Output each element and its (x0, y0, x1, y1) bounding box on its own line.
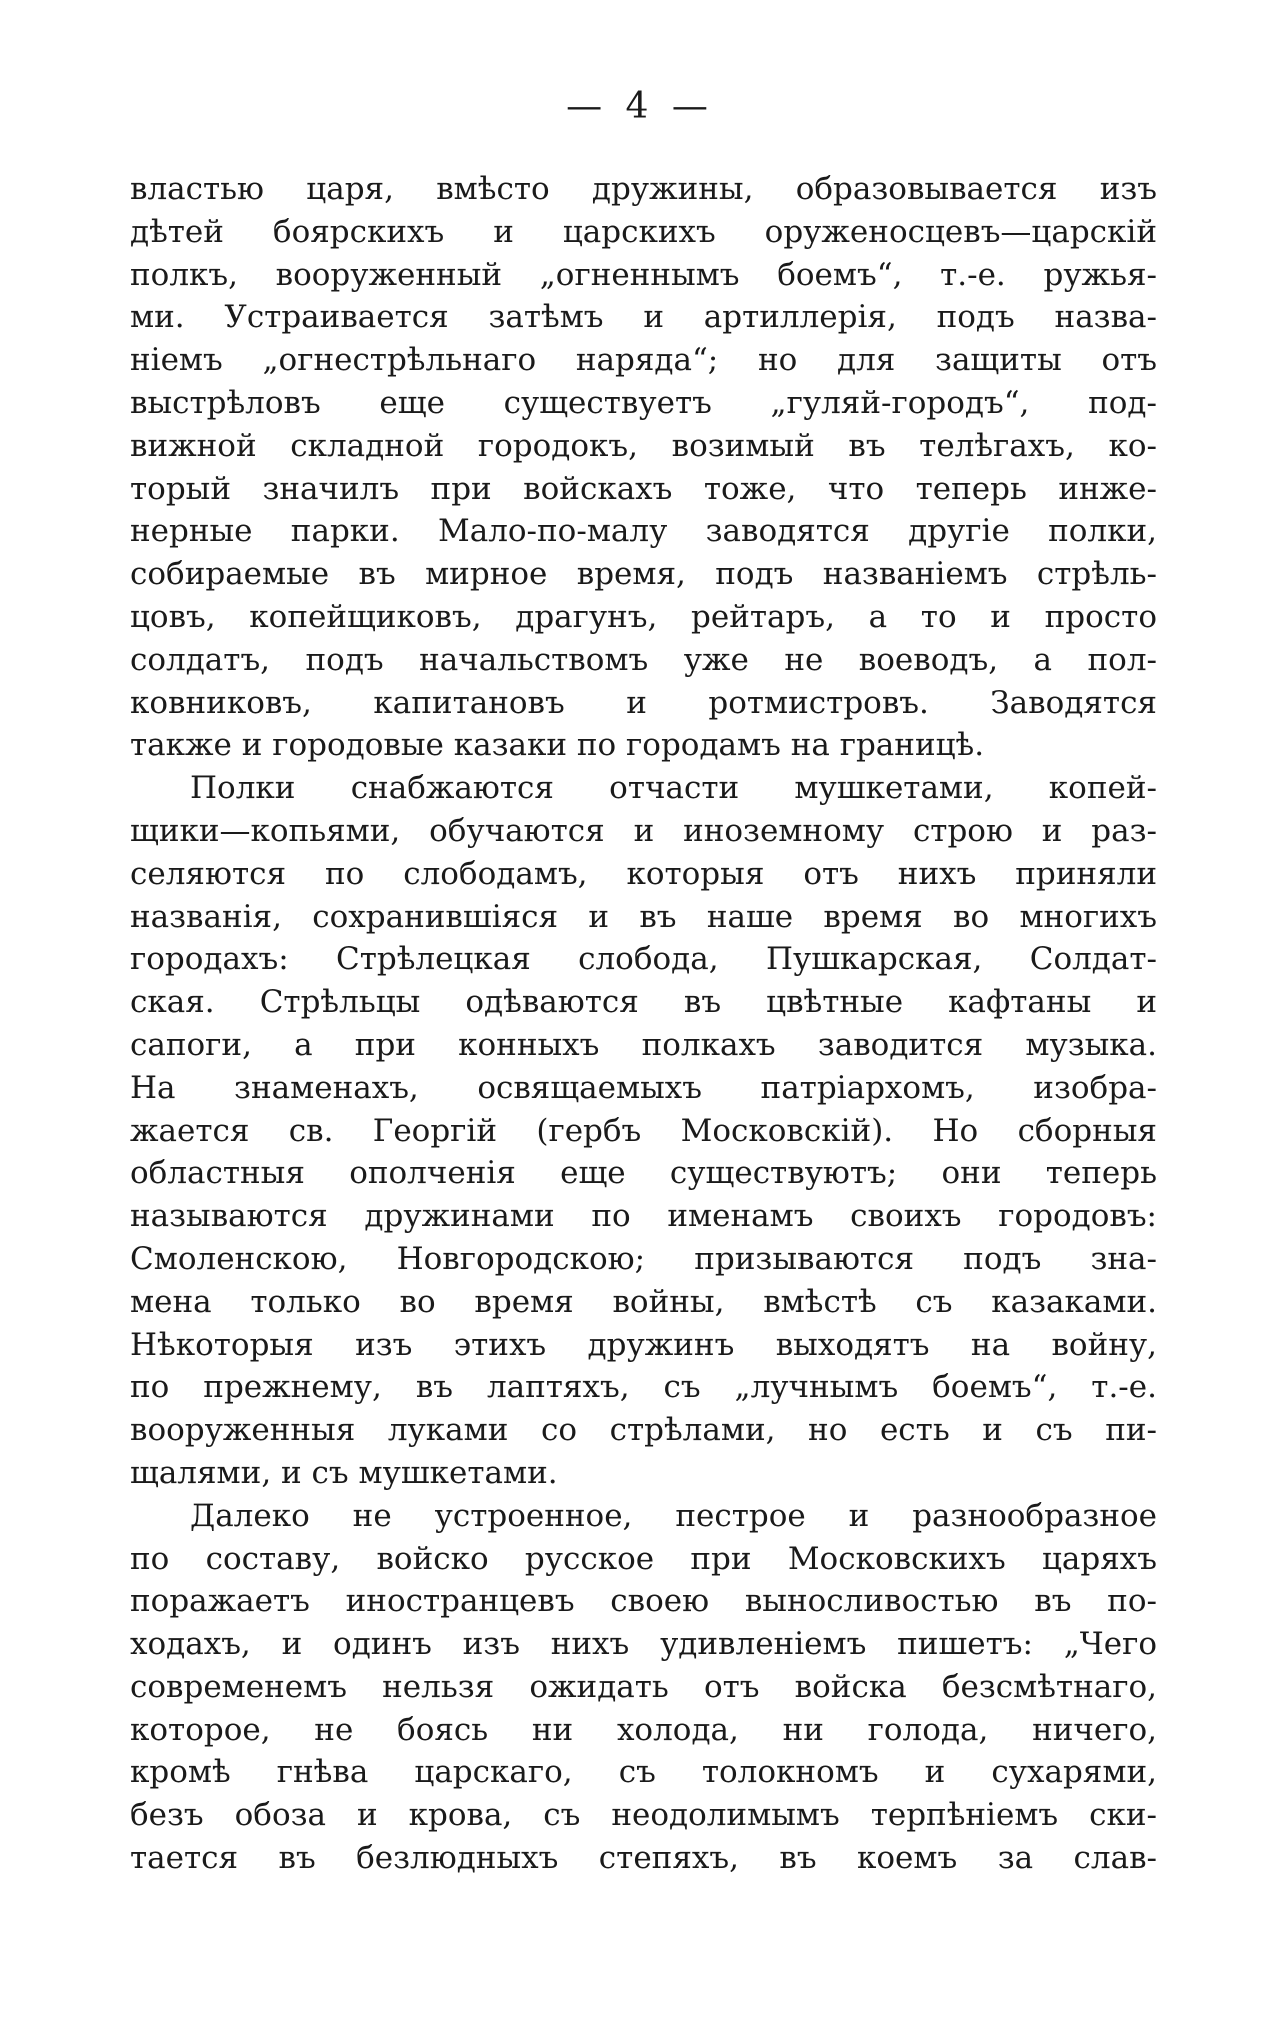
paragraph-first-line: Далеко не устроенное, пестрое и разнообразное (190, 1497, 1157, 1534)
text-line: собираемые въ мирное время, подъ названіемъ стрѣль- (130, 556, 1157, 593)
text-line: властью царя, вмѣсто дружины, образовывается изъ (130, 171, 1157, 207)
text-line: безъ обоза и крова, съ неодолимымъ терпѣніемъ ски- (130, 1797, 1157, 1834)
text-line: ходахъ, и одинъ изъ нихъ удивленіемъ пишетъ: „Чего (130, 1626, 1157, 1663)
text-line: ніемъ „огнестрѣльнаго наряда“; но для защиты отъ (130, 342, 1157, 379)
text-line: нерные парки. Мало-по-малу заводятся другіе полки, (130, 513, 1157, 550)
text-line: дѣтей боярскихъ и царскихъ оруженосцевъ—царскій (130, 213, 1157, 250)
text-line: мена только во время войны, вмѣстѣ съ казаками. (130, 1283, 1157, 1320)
text-line: названія, сохранившіяся и въ наше время во многихъ (130, 898, 1157, 935)
text-line: современемъ нельзя ожидать отъ войска безсмѣтнаго, (130, 1668, 1157, 1705)
text-line: которое, не боясь ни холода, ни голода, ничего, (130, 1711, 1157, 1748)
text-line: полкъ, вооруженный „огненнымъ боемъ“, т.-е. ружья- (130, 256, 1157, 293)
text-line: Смоленскою, Новгородскою; призываются подъ зна- (130, 1240, 1157, 1277)
text-line: ковниковъ, капитановъ и ротмистровъ. Заводятся (130, 684, 1157, 721)
text-line: выстрѣловъ еще существуетъ „гуляй-городъ“, под- (130, 384, 1157, 421)
text-line: щалями, и съ мушкетами. (130, 1454, 558, 1491)
text-line: щики—копьями, обучаются и иноземному строю и раз- (130, 812, 1157, 849)
text-line: торый значилъ при войскахъ тоже, что теперь инже- (130, 470, 1157, 507)
text-line: также и городовые казаки по городамъ на границѣ. (130, 727, 985, 764)
text-line: солдатъ, подъ начальствомъ уже не воеводъ, а пол- (130, 641, 1157, 678)
text-line: по прежнему, въ лаптяхъ, съ „лучнымъ боемъ“, т.-е. (130, 1369, 1157, 1406)
text-line: жается св. Георгій (гербъ Московскій). Но сборныя (130, 1112, 1157, 1149)
text-line: вижной складной городокъ, возимый въ телѣгахъ, ко- (130, 427, 1157, 464)
text-line: поражаетъ иностранцевъ своею выносливостью въ по- (130, 1583, 1157, 1620)
text-line: ская. Стрѣльцы одѣваются въ цвѣтные кафтаны и (130, 984, 1157, 1021)
text-line: ми. Устраивается затѣмъ и артиллерія, подъ назва- (130, 299, 1157, 336)
text-line: сапоги, а при конныхъ полкахъ заводится музыка. (130, 1026, 1157, 1063)
text-line: областныя ополченія еще существуютъ; они теперь (130, 1155, 1157, 1192)
text-line: селяются по слободамъ, которыя отъ нихъ приняли (130, 855, 1157, 892)
text-line: называются дружинами по именамъ своихъ городовъ: (130, 1198, 1157, 1235)
body-text (130, 168, 1157, 1880)
page-number: — 4 — (566, 86, 714, 127)
paragraph-first-line: Полки снабжаются отчасти мушкетами, копей- (190, 770, 1157, 807)
text-line: кромѣ гнѣва царскаго, съ толокномъ и сухарями, (130, 1754, 1157, 1791)
text-line: городахъ: Стрѣлецкая слобода, Пушкарская, Солдат- (130, 941, 1157, 978)
text-line: цовъ, копейщиковъ, драгунъ, рейтаръ, а то и просто (130, 598, 1157, 635)
text-line: по составу, войско русское при Московскихъ царяхъ (130, 1540, 1157, 1577)
text-line: На знаменахъ, освящаемыхъ патріархомъ, изобра- (130, 1069, 1157, 1106)
text-line: вооруженныя луками со стрѣлами, но есть и съ пи- (130, 1412, 1157, 1449)
text-line: Нѣкоторыя изъ этихъ дружинъ выходятъ на войну, (130, 1326, 1157, 1363)
text-line: тается въ безлюдныхъ степяхъ, въ коемъ за слав- (130, 1840, 1157, 1877)
